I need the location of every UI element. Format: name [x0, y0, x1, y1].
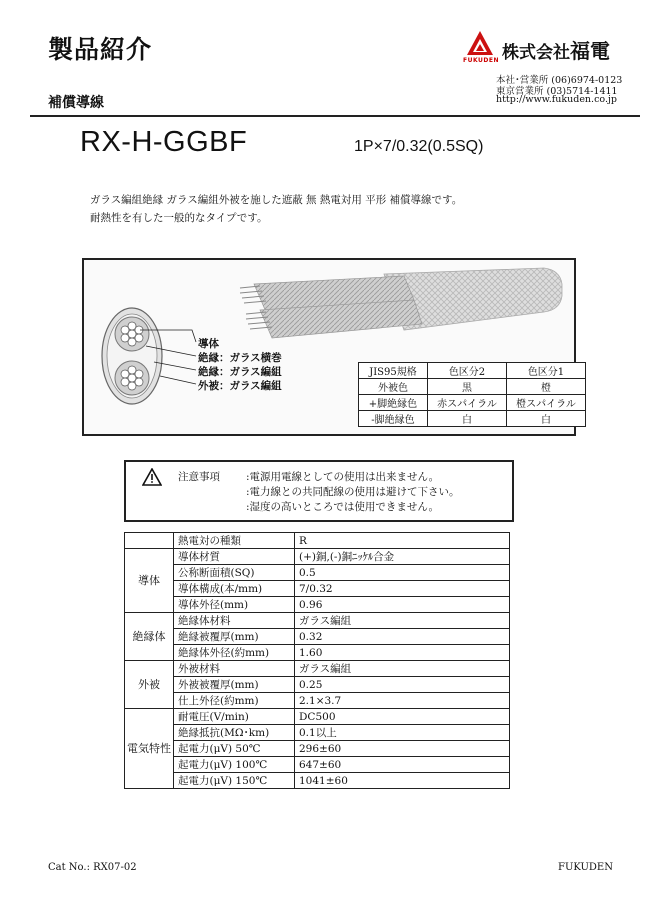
table-cell: 外被材料 — [174, 661, 295, 677]
label-insulation-wrap: 絶縁：ガラス横巻 — [198, 352, 282, 364]
table-row — [125, 549, 510, 565]
spec-table — [124, 532, 510, 789]
table-row — [125, 597, 510, 613]
table-row — [125, 709, 510, 725]
caution-label: 注意事項 — [178, 471, 220, 483]
caution-line-3: :湿度の高いところでは使用できません。 — [246, 501, 440, 513]
table-cell: 起電力(μV) 100℃ — [174, 757, 295, 773]
company-website[interactable]: http://www.fukuden.co.jp — [496, 94, 617, 105]
footer-brand: FUKUDEN — [558, 862, 613, 873]
table-cell: 外被色 — [359, 379, 428, 395]
fukuden-logo-icon — [466, 30, 494, 56]
table-cell: 公称断面積(SQ) — [174, 565, 295, 581]
table-row — [125, 629, 510, 645]
table-row — [125, 725, 510, 741]
table-cell: 起電力(μV) 150℃ — [174, 773, 295, 789]
table-cell: 7/0.32 — [295, 581, 510, 597]
table-cell: 絶縁被覆厚(mm) — [174, 629, 295, 645]
address-head-office: 本社･営業所 (06)6974-0123 — [496, 75, 623, 86]
description-line-1: ガラス編組絶縁 ガラス編組外被を施した遮蔽 無 熱電対用 平形 補償導線です。 — [90, 194, 463, 206]
table-cell: 橙スパイラル — [507, 395, 586, 411]
caution-line-1: :電源用電線としての使用は出来ません。 — [246, 471, 440, 483]
table-row — [125, 581, 510, 597]
table-cell: 色区分1 — [507, 363, 586, 379]
table-cell: 耐電圧(V/min) — [174, 709, 295, 725]
table-cell: R — [295, 533, 510, 549]
table-cell: ガラス編組 — [295, 613, 510, 629]
table-cell: 熱電対の種類 — [174, 533, 295, 549]
table-row — [125, 645, 510, 661]
label-insulation-braid: 絶縁：ガラス編組 — [198, 366, 282, 378]
group-label-jacket: 外被 — [125, 661, 174, 709]
table-row — [125, 533, 510, 549]
table-cell: 1041±60 — [295, 773, 510, 789]
caution-line-2: :電力線との共同配線の使用は避けて下さい。 — [246, 486, 460, 498]
group-label-electrical: 電気特性 — [125, 709, 174, 789]
table-cell: (+)銅,(-)銅ﾆｯｹﾙ合金 — [295, 549, 510, 565]
page-title: 製品紹介 — [48, 35, 153, 64]
product-spec: 1P×7/0.32(0.5SQ) — [354, 138, 484, 155]
table-row — [359, 411, 586, 427]
table-cell: 色区分2 — [428, 363, 507, 379]
address-tokyo-office: 東京営業所 (03)5714-1411 — [496, 86, 618, 97]
table-cell — [125, 533, 174, 549]
table-row — [125, 757, 510, 773]
table-cell: 外被被覆厚(mm) — [174, 677, 295, 693]
table-cell: 絶縁体外径(約mm) — [174, 645, 295, 661]
table-cell: 導体外径(mm) — [174, 597, 295, 613]
table-cell: 仕上外径(約mm) — [174, 693, 295, 709]
table-row — [125, 773, 510, 789]
table-cell: ガラス編組 — [295, 661, 510, 677]
table-row — [125, 741, 510, 757]
caution-box — [124, 460, 514, 522]
table-cell: -脚絶縁色 — [359, 411, 428, 427]
table-cell: +脚絶縁色 — [359, 395, 428, 411]
table-cell: 橙 — [507, 379, 586, 395]
warning-icon — [142, 468, 162, 486]
table-row — [125, 693, 510, 709]
category-subtitle: 補償導線 — [48, 95, 104, 111]
table-row — [125, 661, 510, 677]
table-cell: 黒 — [428, 379, 507, 395]
table-cell: 赤スパイラル — [428, 395, 507, 411]
table-cell: 2.1×3.7 — [295, 693, 510, 709]
product-model: RX-H-GGBF — [80, 126, 248, 158]
table-cell: JIS95規格 — [359, 363, 428, 379]
table-cell: 0.25 — [295, 677, 510, 693]
table-cell: 導体材質 — [174, 549, 295, 565]
table-cell: DC500 — [295, 709, 510, 725]
table-cell: 1.60 — [295, 645, 510, 661]
company-main-name: 福電 — [570, 39, 610, 63]
logo-subtext: FUKUDEN — [463, 57, 499, 64]
table-cell: 0.32 — [295, 629, 510, 645]
label-conductor: 導体 — [198, 338, 219, 350]
description-line-2: 耐熱性を有した一般的なタイプです。 — [90, 212, 268, 224]
catalog-number: Cat No.: RX07-02 — [48, 862, 137, 873]
table-cell: 647±60 — [295, 757, 510, 773]
company-name — [502, 35, 610, 64]
table-cell: 起電力(μV) 50℃ — [174, 741, 295, 757]
table-cell: 白 — [428, 411, 507, 427]
table-cell: 絶縁体材料 — [174, 613, 295, 629]
label-jacket-braid: 外被：ガラス編組 — [198, 380, 282, 392]
table-row — [359, 395, 586, 411]
table-cell: 296±60 — [295, 741, 510, 757]
table-row — [125, 613, 510, 629]
table-row — [359, 363, 586, 379]
group-label-conductor: 導体 — [125, 549, 174, 613]
table-cell: 0.96 — [295, 597, 510, 613]
color-code-table — [358, 362, 586, 427]
header-divider — [30, 115, 640, 117]
table-cell: 0.5 — [295, 565, 510, 581]
table-cell: 0.1以上 — [295, 725, 510, 741]
table-cell: 導体構成(本/mm) — [174, 581, 295, 597]
table-cell: 絶縁抵抗(MΩ･km) — [174, 725, 295, 741]
table-row — [125, 677, 510, 693]
group-label-insulation: 絶縁体 — [125, 613, 174, 661]
table-row — [359, 379, 586, 395]
table-row — [125, 565, 510, 581]
company-prefix: 株式会社 — [502, 43, 570, 63]
table-cell: 白 — [507, 411, 586, 427]
